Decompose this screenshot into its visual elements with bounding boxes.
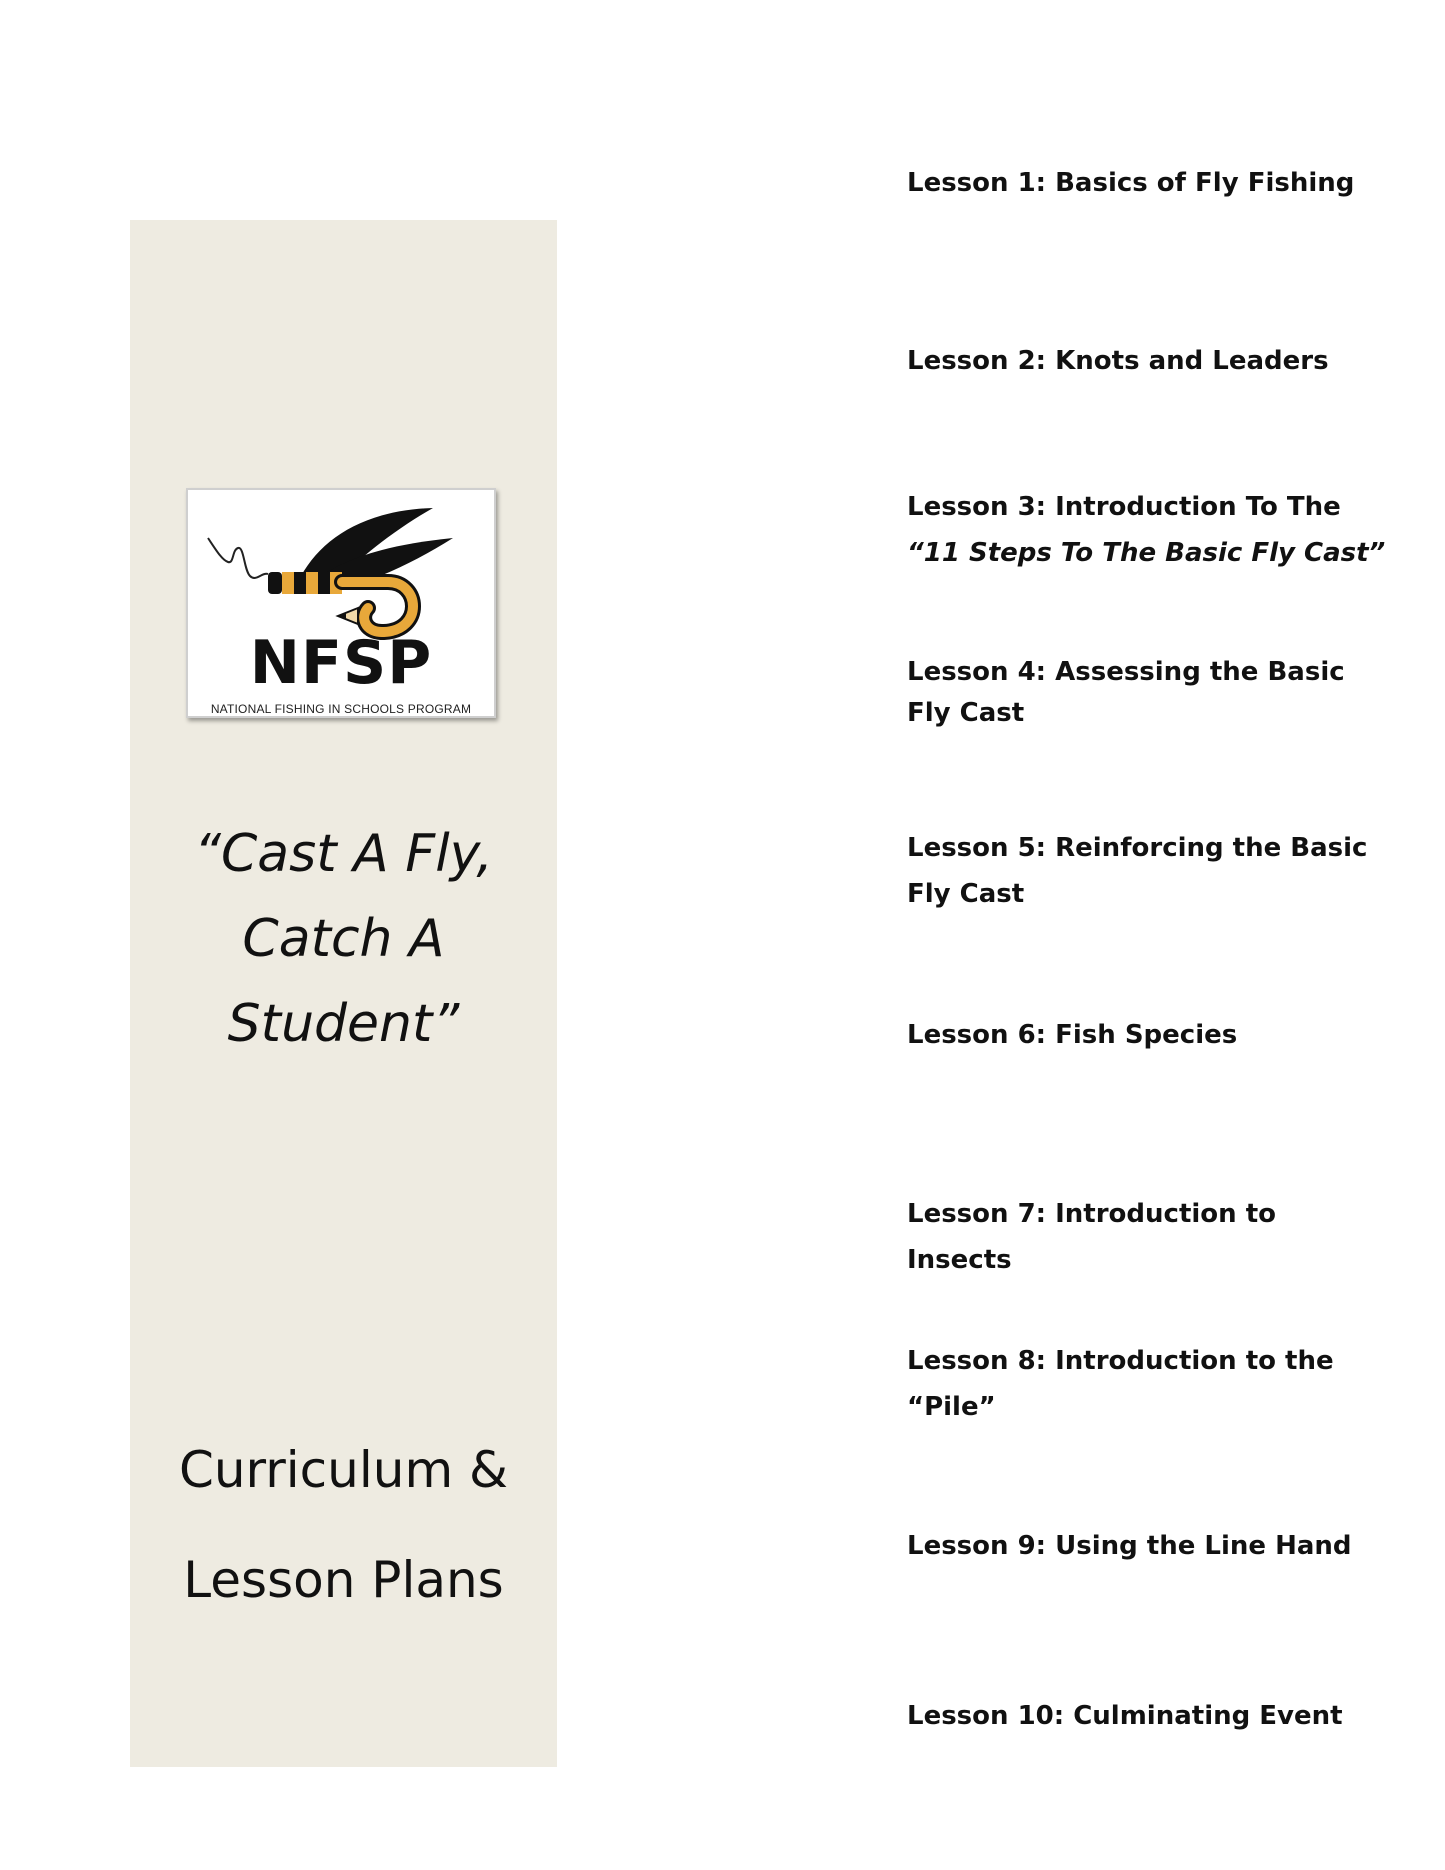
- tagline-line: Student”: [227, 994, 460, 1054]
- tagline-line: Catch A: [242, 909, 445, 969]
- logo-subtitle: NATIONAL FISHING IN SCHOOLS PROGRAM: [210, 702, 472, 716]
- lesson-10: Lesson 10: Culminating Event: [907, 1701, 1343, 1731]
- lesson-8: Lesson 8: Introduction to the “Pile”: [907, 1346, 1334, 1422]
- lesson-6: Lesson 6: Fish Species: [907, 1020, 1238, 1050]
- lesson-3-emphasis: “11 Steps To The Basic Fly Cast”: [907, 538, 1386, 568]
- nfsp-logo: [186, 488, 496, 718]
- logo-acronym: NFSP: [249, 628, 433, 698]
- lesson-3: [907, 484, 1387, 576]
- cover-tagline: [130, 812, 557, 1067]
- title-line: Curriculum &: [178, 1441, 509, 1499]
- title-line: Lesson Plans: [183, 1551, 504, 1609]
- fly-hook-logo-icon: [188, 490, 494, 640]
- lesson-3-text: Lesson 3: Introduction To The: [907, 492, 1341, 522]
- lesson-2: Lesson 2: Knots and Leaders: [907, 346, 1329, 376]
- tagline-line: “Cast A Fly,: [194, 824, 493, 884]
- document-title: [130, 1415, 557, 1635]
- lesson-1: Lesson 1: Basics of Fly Fishing: [907, 168, 1355, 198]
- lesson-9: Lesson 9: Using the Line Hand: [907, 1531, 1352, 1561]
- lesson-4: Lesson 4: Assessing the Basic Fly Cast: [907, 657, 1345, 728]
- cover-sidebar: [130, 220, 557, 1767]
- lesson-5: Lesson 5: Reinforcing the Basic Fly Cast: [907, 833, 1368, 909]
- lesson-7: Lesson 7: Introduction to Insects: [907, 1199, 1277, 1275]
